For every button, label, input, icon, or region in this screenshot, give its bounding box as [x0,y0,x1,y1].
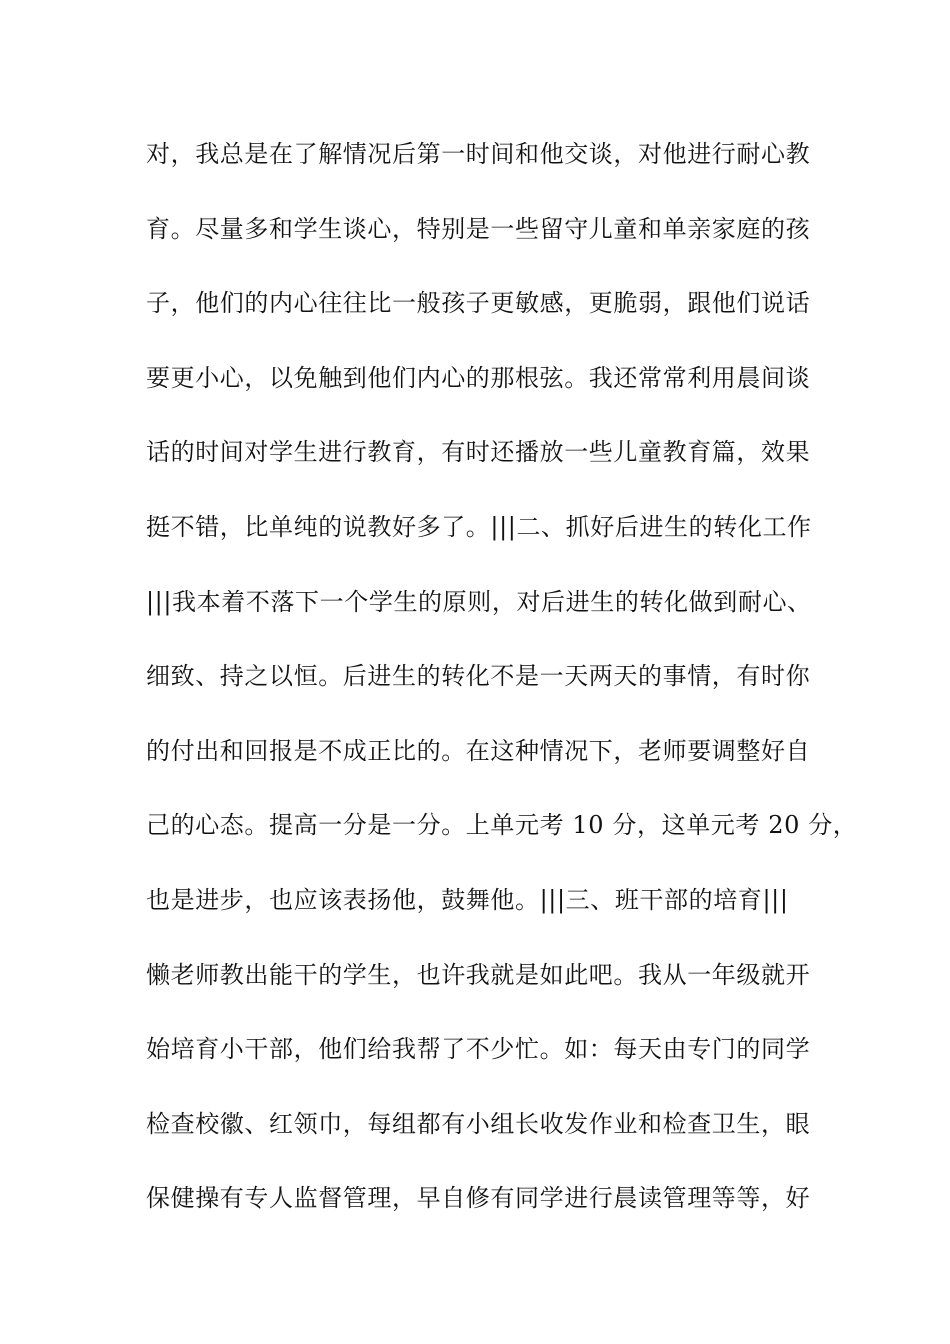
text-line: 子，他们的内心往往比一般孩子更敏感，更脆弱，跟他们说话 [146,289,811,318]
text-line: 要更小心，以免触到他们内心的那根弦。我还常常利用晨间谈 [146,363,811,392]
text-line: 保健操有专人监督管理，早自修有同学进行晨读管理等等，好 [146,1184,811,1213]
text-line: 细致、持之以恒。后进生的转化不是一天两天的事情，有时你 [146,662,811,691]
text-line: 挺不错，比单纯的说教好多了。|||二、抓好后进生的转化工作 [146,512,812,541]
text-line: 也是进步，也应该表扬他，鼓舞他。|||三、班干部的培育||| [146,885,789,914]
text-line: 话的时间对学生进行教育，有时还播放一些儿童教育篇，效果 [146,438,811,467]
text-line: 检查校徽、红领巾，每组都有小组长收发作业和检查卫生，眼 [146,1109,811,1138]
body-text [146,128,858,1247]
text-line: 对，我总是在了解情况后第一时间和他交谈，对他进行耐心教 [146,140,811,168]
text-line: 己的心态。提高一分是一分。上单元考 10 分，这单元考 20 分， [146,811,858,840]
text-line: 懒老师教出能干的学生，也许我就是如此吧。我从一年级就开 [146,960,811,989]
text-line: 的付出和回报是不成正比的。在这种情况下，老师要调整好自 [146,736,811,765]
text-line: 育。尽量多和学生谈心，特别是一些留守儿童和单亲家庭的孩 [146,214,811,243]
text-line: |||我本着不落下一个学生的原则，对后进生的转化做到耐心、 [146,587,812,616]
text-line: 始培育小干部，他们给我帮了不少忙。如：每天由专门的同学 [146,1035,811,1064]
